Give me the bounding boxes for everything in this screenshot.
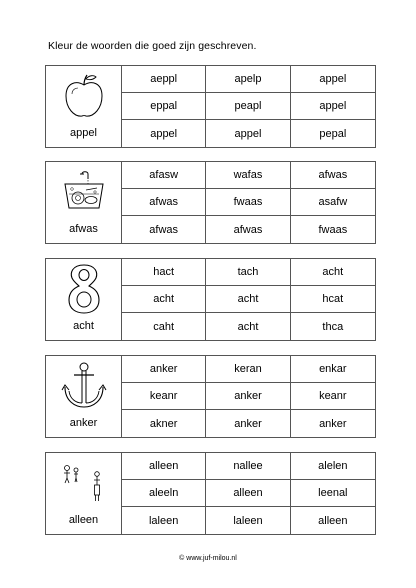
option-grid <box>122 259 375 340</box>
option-grid <box>122 162 375 243</box>
word-option[interactable]: afwas <box>206 216 290 243</box>
word-option[interactable]: hact <box>122 259 206 286</box>
word-option[interactable]: anker <box>206 383 290 410</box>
option-grid <box>122 66 375 147</box>
word-option[interactable]: fwaas <box>318 223 348 236</box>
word-option[interactable]: afwas <box>291 162 375 189</box>
word-option[interactable]: alelen <box>291 453 375 480</box>
word-option[interactable]: thca <box>322 320 344 333</box>
word-option[interactable]: appel <box>206 120 290 147</box>
picture-cell <box>46 259 122 340</box>
word-option[interactable]: aeppl <box>122 66 206 93</box>
word-block-afwas <box>45 161 376 244</box>
word-option[interactable]: asafw <box>291 189 375 216</box>
target-word: anker <box>69 417 98 429</box>
word-option[interactable]: hcat <box>291 286 375 313</box>
word-option[interactable]: fwaas <box>206 189 290 216</box>
word-option[interactable]: wafas <box>206 162 290 189</box>
word-option[interactable]: eppal <box>122 93 206 120</box>
word-option[interactable]: appel <box>122 120 206 147</box>
word-option[interactable]: caht <box>122 313 206 340</box>
word-option[interactable]: akner <box>122 410 206 437</box>
word-block-anker <box>45 355 376 438</box>
target-word: acht <box>73 320 94 332</box>
word-block-appel <box>45 65 376 148</box>
target-word: alleen <box>68 514 99 526</box>
word-option[interactable]: peapl <box>206 93 290 120</box>
footer-credit: © www.juf-milou.nl <box>179 555 237 562</box>
word-option[interactable]: alleen <box>122 453 206 480</box>
word-option[interactable]: leenal <box>291 480 375 507</box>
option-grid <box>122 453 375 534</box>
word-option[interactable]: laleen <box>122 507 206 534</box>
word-option[interactable]: anker <box>319 417 347 430</box>
word-option[interactable]: keanr <box>122 383 206 410</box>
picture-cell <box>46 66 122 147</box>
word-option[interactable]: alleen <box>206 480 290 507</box>
picture-cell <box>46 356 122 437</box>
word-option[interactable]: pepal <box>319 127 347 140</box>
picture-cell <box>46 453 122 534</box>
word-option[interactable]: acht <box>291 259 375 286</box>
lone-figure-icon <box>46 457 121 509</box>
picture-cell <box>46 162 122 243</box>
word-option[interactable]: aleeln <box>122 480 206 507</box>
word-option[interactable]: afwas <box>122 216 206 243</box>
target-word: afwas <box>69 223 98 235</box>
word-option[interactable]: acht <box>206 286 290 313</box>
word-option[interactable]: acht <box>206 313 290 340</box>
word-option[interactable]: keanr <box>291 383 375 410</box>
anchor-icon <box>46 360 121 412</box>
word-option[interactable]: appel <box>291 93 375 120</box>
word-block-alleen <box>45 452 376 535</box>
word-option[interactable]: anker <box>122 356 206 383</box>
apple-icon <box>46 70 121 122</box>
word-option[interactable]: acht <box>122 286 206 313</box>
dishwashing-sink-icon <box>46 166 121 218</box>
word-option[interactable]: anker <box>206 410 290 437</box>
word-option[interactable]: appel <box>291 66 375 93</box>
instruction-text: Kleur de woorden die goed zijn geschreven. <box>48 40 257 52</box>
word-option[interactable]: keran <box>206 356 290 383</box>
word-option[interactable]: enkar <box>291 356 375 383</box>
word-option[interactable]: nallee <box>206 453 290 480</box>
option-grid <box>122 356 375 437</box>
number-eight-icon <box>46 263 121 315</box>
word-option[interactable]: laleen <box>206 507 290 534</box>
target-word: appel <box>70 127 97 139</box>
word-option[interactable]: alleen <box>318 514 348 527</box>
word-block-acht <box>45 258 376 341</box>
word-option[interactable]: afasw <box>122 162 206 189</box>
word-option[interactable]: tach <box>206 259 290 286</box>
word-option[interactable]: apelp <box>206 66 290 93</box>
word-option[interactable]: afwas <box>122 189 206 216</box>
